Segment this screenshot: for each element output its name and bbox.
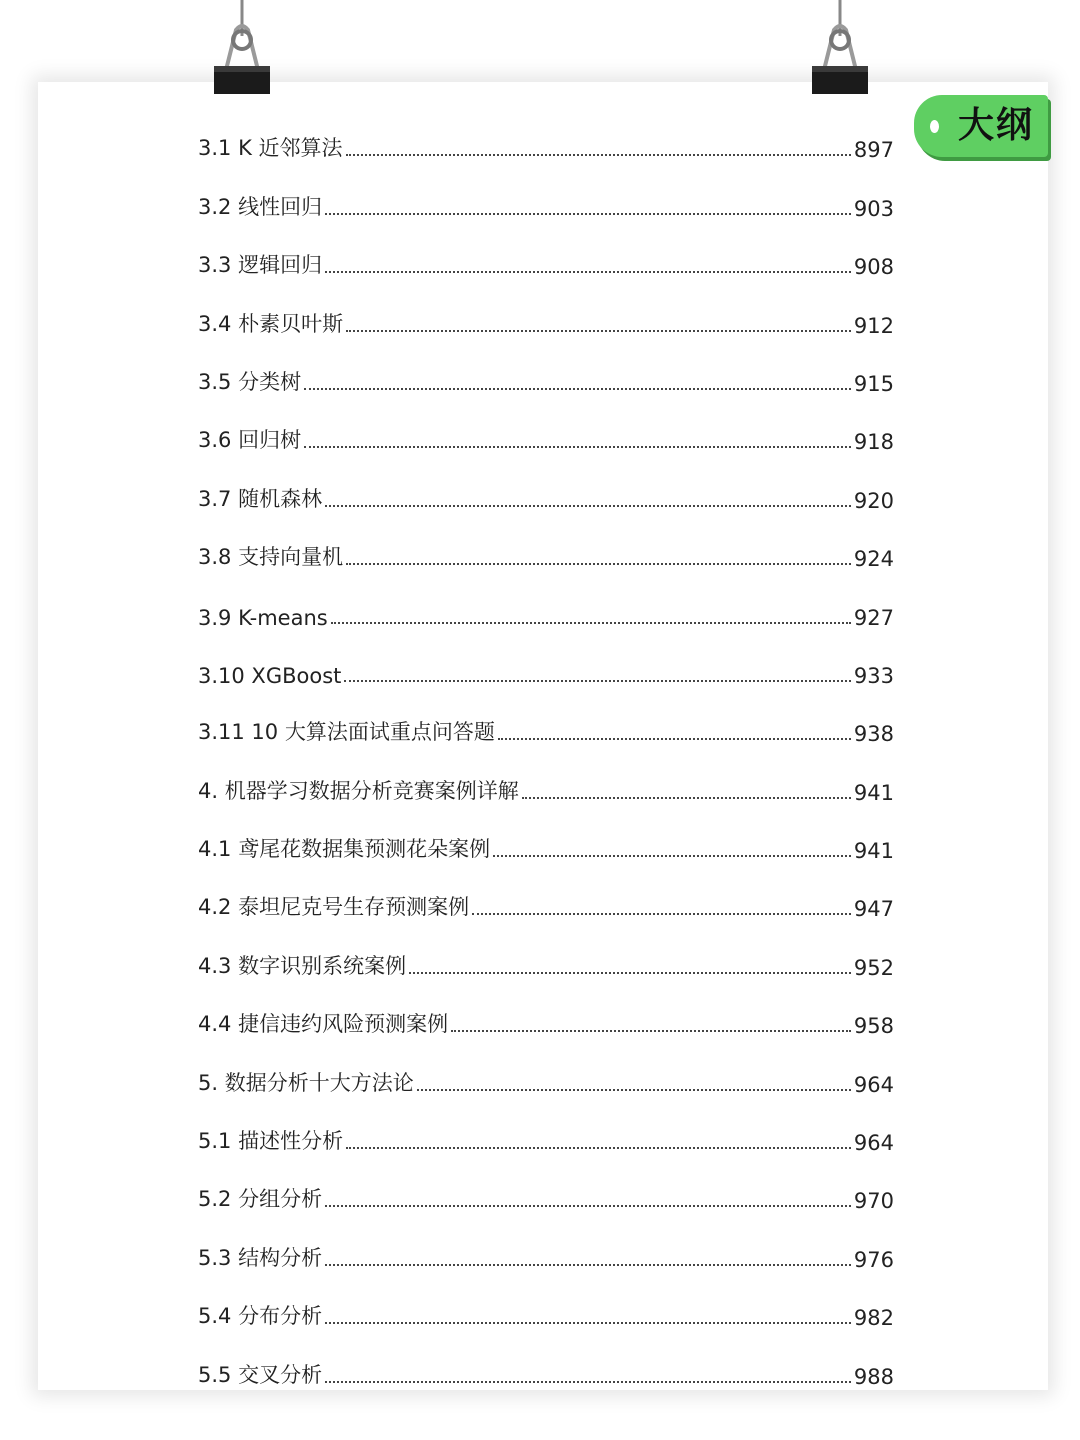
toc-entry[interactable]	[198, 869, 894, 927]
toc-entry-page: 947	[853, 897, 894, 922]
toc-entry[interactable]	[198, 1161, 894, 1219]
toc-entry-title: 4.2 泰坦尼克号生存预测案例	[198, 895, 470, 920]
table-of-contents	[198, 110, 894, 1395]
toc-entry-page: 970	[853, 1189, 894, 1214]
toc-entry[interactable]	[198, 168, 894, 226]
dot-leader	[472, 913, 851, 915]
dot-leader	[498, 738, 851, 740]
toc-entry[interactable]	[198, 986, 894, 1044]
toc-entry[interactable]	[198, 227, 894, 285]
toc-entry[interactable]	[198, 1103, 894, 1161]
toc-entry-title: 5.4 分布分析	[198, 1304, 323, 1329]
toc-entry-title: 4.1 鸢尾花数据集预测花朵案例	[198, 837, 491, 862]
toc-entry[interactable]	[198, 110, 894, 168]
toc-entry[interactable]	[198, 1278, 894, 1336]
toc-entry-title: 3.7 随机森林	[198, 486, 323, 511]
toc-entry-title: 4. 机器学习数据分析竞赛案例详解	[198, 778, 519, 803]
toc-entry[interactable]	[198, 1219, 894, 1277]
toc-entry-page: 964	[853, 1072, 894, 1097]
toc-entry-title: 5.1 描述性分析	[198, 1129, 344, 1154]
toc-entry-title: 5.5 交叉分析	[198, 1362, 323, 1387]
toc-entry[interactable]	[198, 344, 894, 402]
toc-entry-page: 924	[853, 547, 894, 572]
toc-entry-title: 3.1 K 近邻算法	[198, 136, 343, 161]
toc-entry-page: 952	[853, 955, 894, 980]
toc-entry-page: 938	[853, 722, 894, 747]
toc-entry-title: 3.3 逻辑回归	[198, 253, 323, 278]
dot-leader	[344, 680, 851, 682]
toc-entry-page: 941	[853, 780, 894, 805]
toc-entry[interactable]	[198, 636, 894, 694]
toc-entry-title: 5. 数据分析十大方法论	[198, 1070, 414, 1095]
dot-leader	[304, 446, 851, 448]
dot-leader	[522, 797, 851, 799]
toc-entry-page: 964	[853, 1131, 894, 1156]
toc-entry-title: 3.6 回归树	[198, 428, 302, 453]
toc-entry-page: 908	[853, 255, 894, 280]
dot-leader	[325, 271, 851, 273]
outline-tab[interactable]	[914, 95, 1048, 157]
toc-entry-page: 927	[853, 605, 894, 630]
dot-leader	[346, 1147, 851, 1149]
toc-entry-page: 976	[853, 1247, 894, 1272]
toc-entry-title: 3.9 K-means	[198, 605, 328, 630]
dot-leader	[325, 1264, 851, 1266]
toc-entry-page: 897	[853, 138, 894, 163]
toc-entry-page: 933	[853, 663, 894, 688]
toc-entry-page: 903	[853, 196, 894, 221]
toc-entry-title: 3.2 线性回归	[198, 194, 323, 219]
dot-leader	[325, 505, 851, 507]
dot-leader	[325, 1322, 851, 1324]
toc-entry-title: 4.3 数字识别系统案例	[198, 953, 407, 978]
toc-entry[interactable]	[198, 402, 894, 460]
dot-leader	[304, 388, 851, 390]
toc-entry-page: 988	[853, 1364, 894, 1389]
toc-entry[interactable]	[198, 1336, 894, 1394]
toc-entry-title: 3.8 支持向量机	[198, 545, 344, 570]
toc-entry[interactable]	[198, 519, 894, 577]
toc-entry-title: 5.2 分组分析	[198, 1187, 323, 1212]
toc-entry[interactable]	[198, 927, 894, 985]
toc-entry[interactable]	[198, 285, 894, 343]
dot-leader	[325, 213, 851, 215]
toc-entry-page: 982	[853, 1306, 894, 1331]
dot-leader	[346, 154, 851, 156]
toc-entry-page: 941	[853, 839, 894, 864]
toc-entry-page: 915	[853, 371, 894, 396]
toc-entry-page: 958	[853, 1014, 894, 1039]
dot-icon	[930, 120, 939, 133]
toc-entry-title: 5.3 结构分析	[198, 1245, 323, 1270]
binder-clip-icon	[212, 0, 272, 100]
dot-leader	[325, 1205, 851, 1207]
toc-entry-page: 920	[853, 488, 894, 513]
dot-leader	[325, 1381, 851, 1383]
dot-leader	[346, 330, 851, 332]
toc-entry-page: 918	[853, 430, 894, 455]
toc-entry-page: 912	[853, 313, 894, 338]
dot-leader	[417, 1089, 851, 1091]
toc-entry-title: 4.4 捷信违约风险预测案例	[198, 1012, 449, 1037]
toc-entry[interactable]	[198, 694, 894, 752]
toc-entry[interactable]	[198, 460, 894, 518]
binder-clip-icon	[810, 0, 870, 100]
toc-entry[interactable]	[198, 811, 894, 869]
toc-entry-title: 3.10 XGBoost	[198, 663, 342, 688]
toc-entry[interactable]	[198, 1044, 894, 1102]
toc-entry-title: 3.5 分类树	[198, 369, 302, 394]
dot-leader	[451, 1030, 851, 1032]
outline-tab-label: 大纲	[958, 105, 1035, 146]
dot-leader	[346, 563, 851, 565]
toc-entry[interactable]	[198, 752, 894, 810]
dot-leader	[493, 855, 851, 857]
toc-entry-title: 3.11 10 大算法面试重点问答题	[198, 720, 495, 745]
dot-leader	[331, 622, 851, 624]
toc-entry-title: 3.4 朴素贝叶斯	[198, 311, 344, 336]
toc-entry[interactable]	[198, 577, 894, 635]
dot-leader	[409, 972, 851, 974]
